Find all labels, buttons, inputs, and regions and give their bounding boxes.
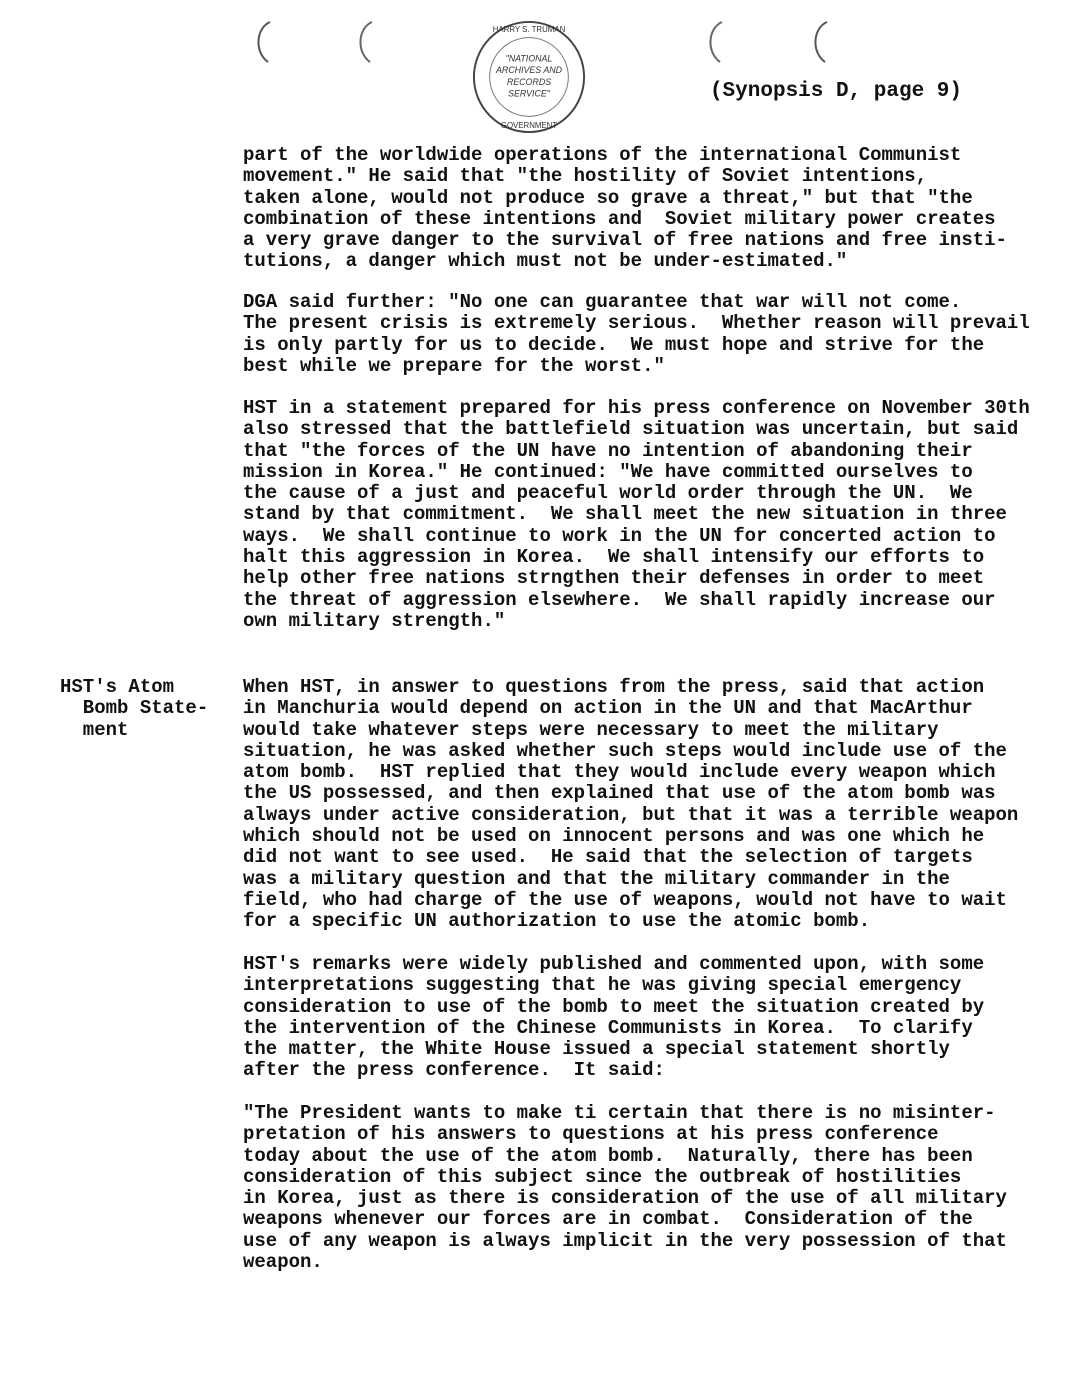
paragraph-line: the US possessed, and then explained that use of the atom bomb was — [243, 782, 996, 805]
paragraph-line: consideration of this subject since the outbreak of hostilities — [243, 1165, 962, 1188]
paragraph-line: field, who had charge of the use of weapons, would not have to wait — [243, 888, 1007, 911]
svg-text:SERVICE": SERVICE" — [508, 88, 550, 99]
paragraph-line: When HST, in answer to questions from the press, said that action — [243, 676, 985, 698]
paragraph-line: mission in Korea." He continued: "We have committed ourselves to — [243, 460, 973, 483]
punch-hole-mark — [350, 18, 380, 66]
paragraph — [243, 954, 988, 1082]
margin-note-line: HST's Atom — [60, 676, 175, 698]
paragraph-line: HST in a statement prepared for his press conference on November 30th — [243, 397, 1030, 419]
margin-note-line: ment — [60, 718, 129, 741]
page-reference: (Synopsis D, page 9) — [709, 80, 962, 103]
svg-text:HARRY S. TRUMAN: HARRY S. TRUMAN — [492, 24, 566, 34]
paragraph-line: best while we prepare for the worst." — [243, 354, 665, 377]
paragraph-line: that "the forces of the UN have no intention of abandoning their — [243, 439, 973, 462]
paragraph-line: DGA said further: "No one can guarantee that war will not come. — [243, 291, 962, 313]
paragraph — [243, 291, 1030, 377]
paragraph-line: tutions, a danger which must not be under-estimated." — [243, 250, 848, 273]
margin-note-line: Bomb State- — [60, 697, 209, 720]
paragraph-line: atom bomb. HST replied that they would include every weapon which — [243, 761, 996, 784]
paragraph-line: part of the worldwide operations of the international Communist — [243, 144, 962, 166]
paragraph-line: weapons whenever our forces are in combat. Consideration of the — [243, 1208, 973, 1231]
paragraph-line: the matter, the White House issued a special statement shortly — [243, 1038, 950, 1061]
paragraph-line: in Korea, just as there is consideration of the use of all military — [243, 1187, 1007, 1210]
paragraph-line: for a specific UN authorization to use the atomic bomb. — [243, 910, 871, 933]
paragraph-line: always under active consideration, but that it was a terrible weapon — [243, 803, 1019, 826]
paragraph-line: own military strength." — [243, 609, 506, 632]
paragraph-line: weapon. — [243, 1251, 323, 1274]
paragraph-line: would take whatever steps were necessary to meet the military — [243, 718, 939, 741]
paragraph — [243, 397, 1030, 632]
paragraph-line: stand by that commitment. We shall meet the new situation in three — [243, 503, 1007, 526]
paragraph-line: was a military question and that the military commander in the — [243, 867, 950, 890]
paragraph-line: the threat of aggression elsewhere. We shall rapidly increase our — [243, 588, 996, 611]
archive-stamp — [470, 18, 588, 136]
paragraph-line: today about the use of the atom bomb. Naturally, there has been — [243, 1144, 973, 1167]
paragraph — [243, 1102, 1007, 1274]
svg-text:RECORDS: RECORDS — [506, 76, 552, 87]
paragraph-line: consideration to use of the bomb to meet the situation created by — [243, 995, 985, 1018]
paragraph-line: taken alone, would not produce so grave a threat," but that "the — [243, 186, 973, 209]
punch-hole-mark — [700, 18, 730, 66]
paragraph-line: ways. We shall continue to work in the UN for concerted action to — [243, 524, 996, 547]
punch-hole-mark — [248, 18, 278, 66]
paragraph — [243, 676, 1019, 933]
paragraph-line: interpretations suggesting that he was giving special emergency — [243, 974, 962, 997]
paragraph-line: in Manchuria would depend on action in the UN and that MacArthur — [243, 697, 973, 720]
svg-text:"NATIONAL: "NATIONAL — [505, 53, 553, 64]
paragraph-line: help other free nations strngthen their defenses in order to meet — [243, 567, 985, 590]
paragraph — [243, 144, 1007, 273]
paragraph-line: situation, he was asked whether such steps would include use of the — [243, 739, 1007, 762]
paragraph-line: use of any weapon is always implicit in the very possession of that — [243, 1229, 1007, 1252]
paragraph-line: The present crisis is extremely serious. Whether reason will prevail — [243, 312, 1030, 335]
paragraph-line: the intervention of the Chinese Communists in Korea. To clarify — [243, 1016, 973, 1039]
paragraph-line: halt this aggression in Korea. We shall intensify our efforts to — [243, 546, 985, 569]
paragraph-line: also stressed that the battlefield situation was uncertain, but said — [243, 418, 1019, 441]
paragraph-line: HST's remarks were widely published and commented upon, with some — [243, 953, 985, 975]
paragraph-line: did not want to see used. He said that the selection of targets — [243, 846, 973, 869]
svg-text:GOVERNMENT: GOVERNMENT — [500, 121, 558, 131]
paragraph-line: "The President wants to make ti certain that there is no misinter- — [243, 1102, 996, 1124]
paragraph-line: pretation of his answers to questions at his press conference — [243, 1123, 939, 1146]
punch-hole-mark — [805, 18, 835, 66]
svg-text:ARCHIVES AND: ARCHIVES AND — [495, 65, 563, 76]
paragraph-line: after the press conference. It said: — [243, 1059, 665, 1082]
paragraph-line: movement." He said that "the hostility of Soviet intentions, — [243, 165, 928, 188]
margin-note — [60, 677, 208, 741]
paragraph-line: combination of these intentions and Soviet military power creates — [243, 207, 996, 230]
paragraph-line: which should not be used on innocent persons and was one which he — [243, 825, 985, 848]
paragraph-line: a very grave danger to the survival of free nations and free insti- — [243, 229, 1007, 252]
paragraph-line: is only partly for us to decide. We must hope and strive for the — [243, 333, 985, 356]
paragraph-line: the cause of a just and peaceful world order through the UN. We — [243, 482, 973, 505]
